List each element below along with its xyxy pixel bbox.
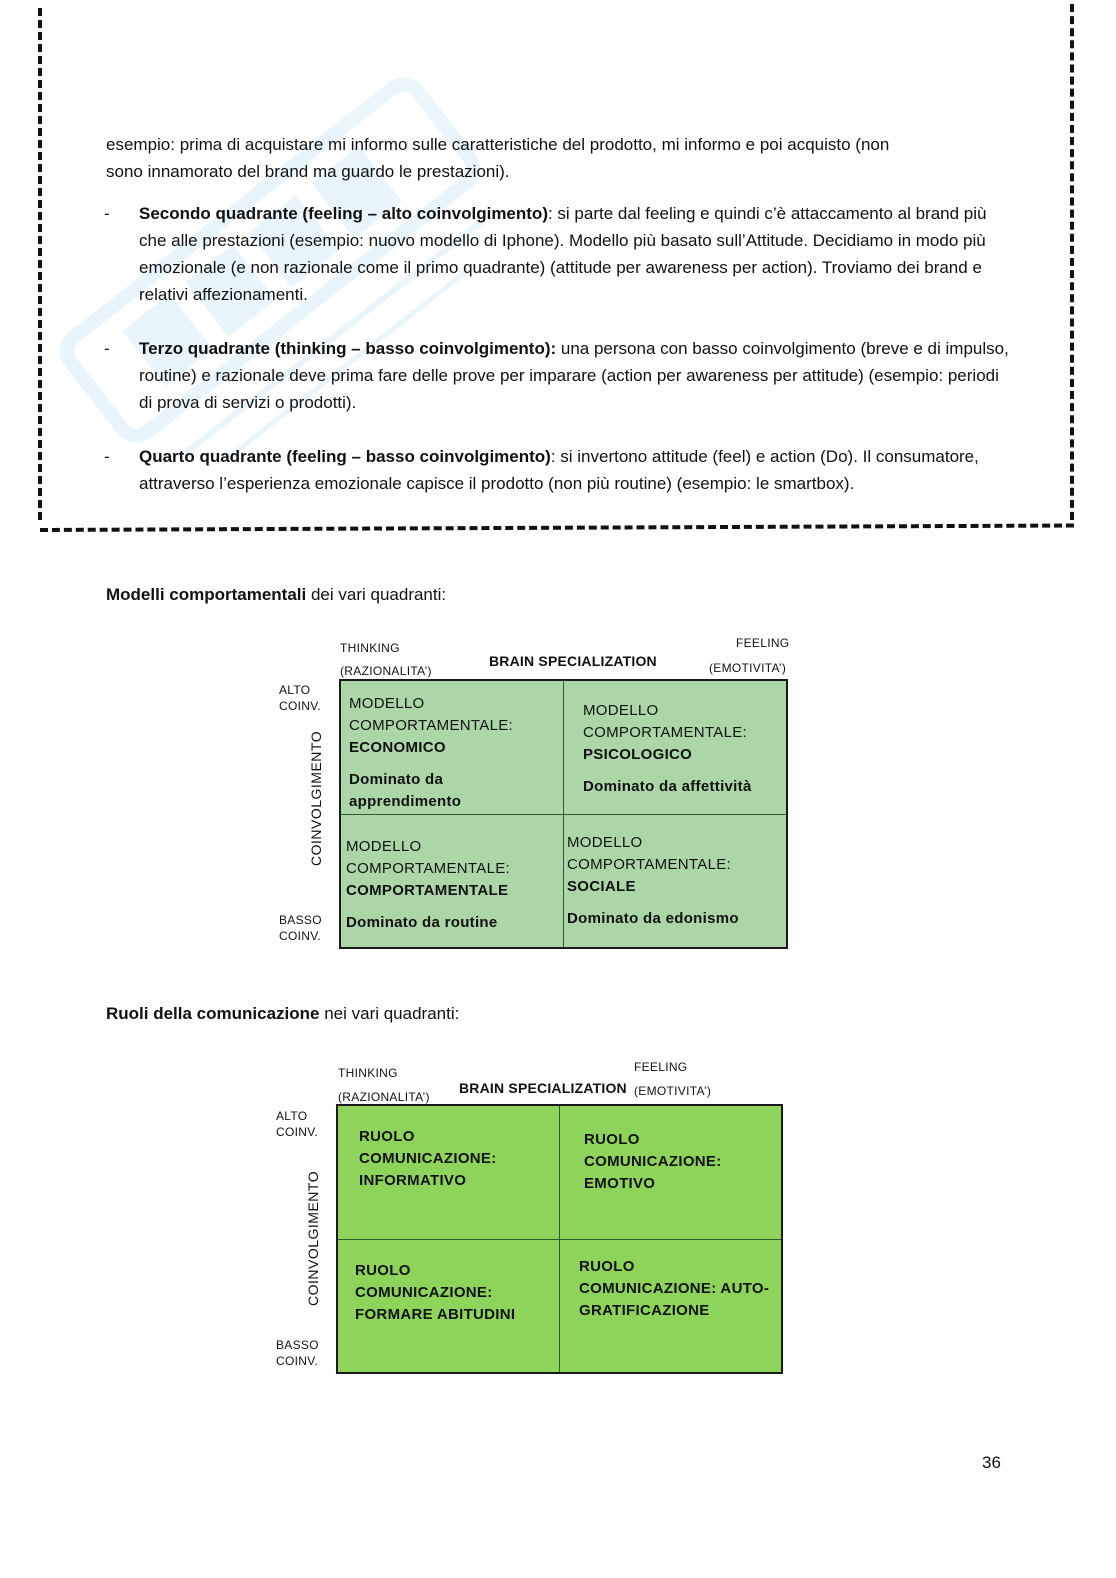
- label-brain-specialization: BRAIN SPECIALIZATION: [459, 1080, 627, 1096]
- label-thinking: THINKING: [338, 1066, 398, 1080]
- quadrant-grid: [339, 679, 788, 949]
- intro-paragraph: [106, 131, 1006, 185]
- intro-line-2: sono innamorato del brand ma guardo le prestazioni).: [106, 162, 510, 181]
- label-alto-coinv: COINV.: [276, 1125, 319, 1139]
- cell-model-name: SOCIALE: [567, 878, 636, 895]
- grid-divider-horizontal: [338, 1239, 781, 1240]
- cell-role-name: GRATIFICAZIONE: [579, 1302, 710, 1319]
- label-brain-specialization: BRAIN SPECIALIZATION: [489, 653, 657, 669]
- page-number: 36: [982, 1453, 1001, 1472]
- cell-line: RUOLO: [579, 1258, 635, 1275]
- grid-divider-horizontal: [341, 814, 786, 815]
- cell-description: Dominato da affettività: [583, 778, 752, 795]
- cell-informativo: [359, 1126, 497, 1192]
- cell-psicologico: [583, 700, 752, 798]
- bullet-fourth-quadrant: [104, 443, 1009, 497]
- cell-line: COMPORTAMENTALE:: [349, 717, 513, 734]
- cell-line: COMUNICAZIONE:: [359, 1150, 497, 1167]
- label-thinking: THINKING: [340, 641, 400, 655]
- label-feeling: FEELING: [634, 1060, 688, 1074]
- label-emotivita: (EMOTIVITA’): [634, 1084, 712, 1098]
- section-title-ruoli: [106, 1002, 459, 1026]
- cell-description: Dominato da: [349, 771, 444, 788]
- dashed-border-right: [1070, 4, 1074, 520]
- cell-model-name: PSICOLOGICO: [583, 746, 693, 763]
- cell-role-name: INFORMATIVO: [359, 1172, 467, 1189]
- dashed-border-left: [38, 8, 42, 520]
- label-razionalita: (RAZIONALITA’): [340, 664, 432, 678]
- cell-line: RUOLO: [359, 1128, 415, 1145]
- bullet-dash: -: [104, 204, 110, 223]
- intro-line-1: esempio: prima di acquistare mi informo sulle caratteristiche del prodotto, mi informo e poi acquisto (non: [106, 135, 890, 154]
- cell-formare-abitudini: [355, 1260, 515, 1326]
- cell-line: MODELLO: [583, 702, 659, 719]
- cell-line: COMUNICAZIONE: AUTO-: [579, 1280, 770, 1297]
- cell-model-name: COMPORTAMENTALE: [346, 882, 509, 899]
- bullet-title: Secondo quadrante (feeling – alto coinvolgimento): [139, 204, 548, 223]
- label-razionalita: (RAZIONALITA’): [338, 1090, 430, 1104]
- label-emotivita: (EMOTIVITA’): [709, 661, 787, 675]
- cell-description: apprendimento: [349, 793, 462, 810]
- cell-line: RUOLO: [584, 1131, 640, 1148]
- cell-line: MODELLO: [346, 838, 422, 855]
- cell-line: COMPORTAMENTALE:: [346, 860, 510, 877]
- bullet-dash: -: [104, 339, 110, 358]
- bullet-text: : si parte dal feeling e quindi c’è attaccamento al brand più che alle prestazioni (esempio: nuovo modello di Iphone). Modello più basato sull’Attitude. Decidiamo in modo più emozionale (e non razionale come il primo quadrante) (attitude per awareness per action). Troviamo dei brand e relativi affezionamenti.: [139, 204, 987, 304]
- cell-line: RUOLO: [355, 1262, 411, 1279]
- quadrant-grid: [336, 1104, 783, 1374]
- label-basso: BASSO: [279, 913, 322, 927]
- bullet-third-quadrant: [104, 335, 1009, 416]
- cell-line: MODELLO: [349, 695, 425, 712]
- label-alto: ALTO: [279, 683, 311, 697]
- section-title-rest: dei vari quadranti:: [306, 585, 447, 604]
- cell-comportamentale: [346, 836, 510, 934]
- label-alto-coinv: COINV.: [279, 699, 322, 713]
- axis-coinvolgimento: COINVOLGIMENTO: [305, 1170, 321, 1306]
- bullet-title: Quarto quadrante (feeling – basso coinvolgimento): [139, 447, 551, 466]
- cell-sociale: [567, 832, 739, 930]
- cell-line: COMUNICAZIONE:: [584, 1153, 722, 1170]
- label-basso: BASSO: [276, 1338, 319, 1352]
- section-title-rest: nei vari quadranti:: [319, 1004, 460, 1023]
- bullet-text: una persona con basso coinvolgimento (breve e di impulso, routine) e razionale deve prima fare delle prove per imparare (action per awareness per attitude) (esempio: periodi di prova di servizi o prodotti).: [139, 339, 1009, 412]
- cell-line: COMPORTAMENTALE:: [567, 856, 731, 873]
- cell-line: MODELLO: [567, 834, 643, 851]
- label-feeling: FEELING: [736, 636, 790, 650]
- bullet-second-quadrant: [104, 200, 1009, 308]
- cell-description: Dominato da edonismo: [567, 910, 739, 927]
- label-alto: ALTO: [276, 1109, 308, 1123]
- section-title-modelli: [106, 583, 446, 607]
- cell-line: COMPORTAMENTALE:: [583, 724, 747, 741]
- bullet-dash: -: [104, 447, 110, 466]
- cell-emotivo: [584, 1129, 722, 1195]
- section-title-bold: Modelli comportamentali: [106, 585, 307, 604]
- cell-economico: [349, 693, 513, 813]
- axis-coinvolgimento: COINVOLGIMENTO: [308, 730, 324, 866]
- cell-description: Dominato da routine: [346, 914, 498, 931]
- cell-role-name: FORMARE ABITUDINI: [355, 1306, 516, 1323]
- label-basso-coinv: COINV.: [276, 1354, 319, 1368]
- cell-role-name: EMOTIVO: [584, 1175, 656, 1192]
- cell-model-name: ECONOMICO: [349, 739, 446, 756]
- section-title-bold: Ruoli della comunicazione: [106, 1004, 320, 1023]
- dashed-border-bottom: [40, 523, 1074, 532]
- cell-line: COMUNICAZIONE:: [355, 1284, 493, 1301]
- bullet-text: : si invertono attitude (feel) e action (Do). Il consumatore, attraverso l’esperienza emozionale capisce il prodotto (non più routine) (esempio: le smartbox).: [139, 447, 979, 493]
- bullet-title: Terzo quadrante (thinking – basso coinvolgimento):: [139, 339, 557, 358]
- cell-autogratificazione: [579, 1256, 769, 1322]
- label-basso-coinv: COINV.: [279, 929, 322, 943]
